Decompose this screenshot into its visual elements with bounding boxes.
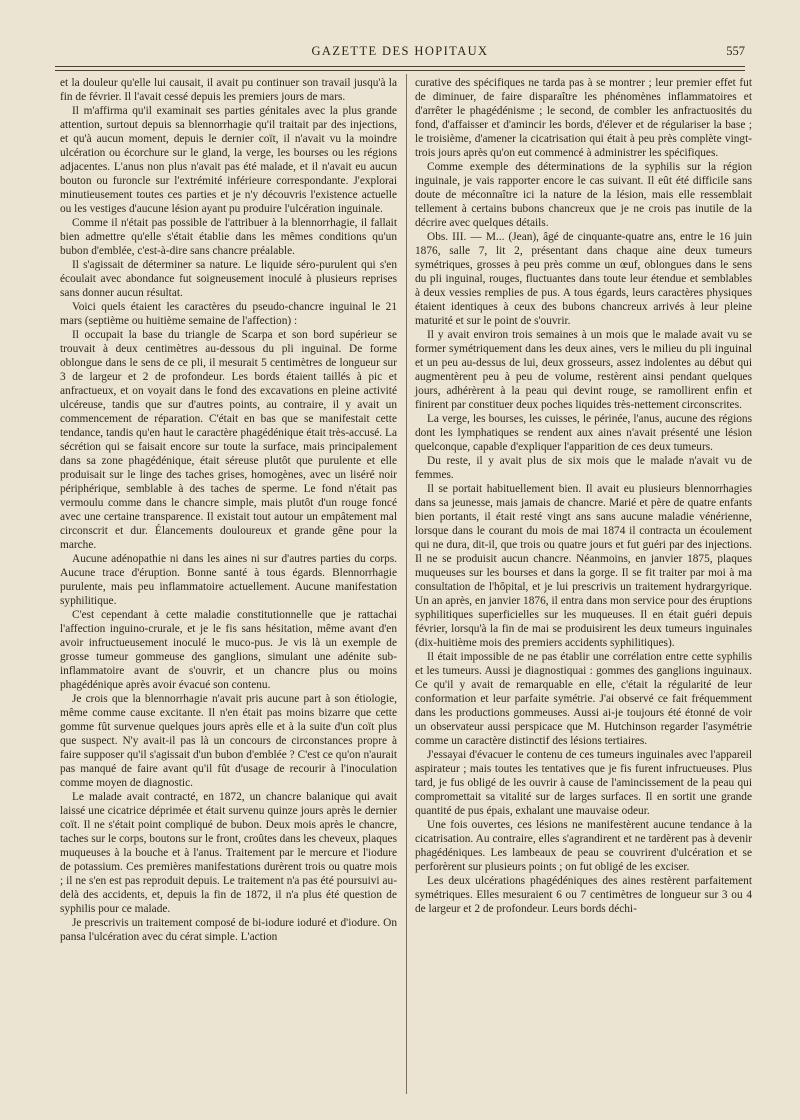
paragraph: Comme il n'était pas possible de l'attribuer à la blennorrhagie, il fallait bien admettre qu'elle s'était établie dans les mêmes conditions qu'un bubon d'emblée, c'est-à-dire sans chancre préalable.: [60, 217, 397, 257]
paragraph: Les deux ulcérations phagédéniques des aines restèrent parfaitement symétriques. Elles mesuraient 6 ou 7 centimètres de longueur sur 3 ou 4 de largeur et 2 de profondeur. Leurs bords déchi-: [415, 875, 752, 915]
paragraph: et la douleur qu'elle lui causait, il avait pu continuer son travail jusqu'à la fin de février. Il l'avait cessé depuis les premiers jours de mars.: [60, 77, 397, 103]
page-header: [55, 44, 745, 66]
paragraph: curative des spécifiques ne tarda pas à se montrer ; leur premier effet fut de diminuer, de faire disparaître les phénomènes inflammatoires et d'arrêter le phagédénisme ; le second, de combler les anfractuosités du fond, d'affaisser et d'amincir les bords, d'élever et de régulariser la base ; le troisième, d'amener la cicatrisation qui était à peu près complète vingt-trois jours après qu'on eut commencé à administrer les spécifiques.: [415, 77, 752, 159]
left-column: [60, 76, 397, 944]
header-rule-thin: [55, 70, 745, 71]
paragraph: Je crois que la blennorrhagie n'avait pris aucune part à son étiologie, même comme cause excitante. Il n'en était pas moins bizarre que cette gomme fût survenue quelques jours après elle et à la suite d'un coït plus que suspect. N'y avait-il pas là un concours de circonstances propre à faire supposer qu'il s'agissait d'un bubon d'emblée ? C'est ce qu'on n'aurait pas manqué de faire avant qu'il fût d'usage de recourir à l'inoculation comme moyen de diagnostic.: [60, 693, 397, 789]
paragraph: C'est cependant à cette maladie constitutionnelle que je rattachai l'affection inguino-crurale, et je le fis sans hésitation, même avant d'en avoir infructueusement inoculé le muco-pus. Je vis là un exemple de grosse tumeur gommeuse des ganglions, simulant une adénite sub-inflammatoire avant de s'ouvrir, et un chancre plus ou moins phagédénique après avoir évacué son contenu.: [60, 609, 397, 691]
column-divider: [406, 74, 407, 1094]
paragraph: La verge, les bourses, les cuisses, le périnée, l'anus, aucune des régions dont les lymphatiques se rendent aux aines n'avait présenté une lésion quelconque, capable d'expliquer l'apparition de ces deux tumeurs.: [415, 413, 752, 453]
paragraph: Du reste, il y avait plus de six mois que le malade n'avait vu de femmes.: [415, 455, 752, 481]
paragraph: Une fois ouvertes, ces lésions ne manifestèrent aucune tendance à la cicatrisation. Au contraire, elles s'agrandirent et ne tardèrent pas à devenir phagédéniques. Les lambeaux de peau se couvrirent d'ulcération et se perforèrent sur plusieurs points ; on fut obligé de les exciser.: [415, 819, 752, 873]
paragraph: Voici quels étaient les caractères du pseudo-chancre inguinal le 21 mars (septième ou huitième semaine de l'affection) :: [60, 301, 397, 327]
running-title: GAZETTE DES HOPITAUX: [311, 44, 489, 58]
paragraph: Le malade avait contracté, en 1872, un chancre balanique qui avait laissé une cicatrice déprimée et était survenu quinze jours après le dernier coït. Il ne s'était point compliqué de bubon. Deux mois après le chancre, taches sur le corps, boutons sur le front, croûtes dans les cheveux, plaques muqueuses à la bouche et à l'anus. Traitement par le mercure et l'iodure de potassium. Ces premières manifestations durèrent trois ou quatre mois ; il ne s'en est pas reproduit depuis. Le traitement n'a pas été poursuivi au-delà des accidents, et, depuis la fin de 1872, il n'a plus été question de syphilis pour ce malade.: [60, 791, 397, 915]
paragraph: Comme exemple des déterminations de la syphilis sur la région inguinale, je vais rapporter encore le cas suivant. Il eût été difficile sans doute de méconnaître ici la nature de la lésion, mais elle ressemblait tellement à certains bubons chancreux que je ne crois pas inutile de la décrire avec quelques détails.: [415, 161, 752, 229]
paragraph: Il était impossible de ne pas établir une corrélation entre cette syphilis et les tumeurs. Aussi je diagnostiquai : gommes des ganglions inguinaux. Ce qu'il y avait de remarquable en elle, c'était la régularité de leur conformation et leur parfaite symétrie. J'ai observé ce fait fréquemment dans les productions gommeuses. Aussi ai-je toujours été étonné de voir un observateur aussi perspicace que M. Hutchinson regarder l'asymétrie comme un caractère distinctif des lésions tertiaires.: [415, 651, 752, 747]
right-column: [415, 76, 752, 916]
paragraph: Il occupait la base du triangle de Scarpa et son bord supérieur se trouvait à deux centimètres au-dessous du pli inguinal. De forme oblongue dans le sens de ce pli, il mesurait 5 centimètres de longueur sur 3 de largeur et 2 de profondeur. Les bords étaient taillés à pic et anfractueux, et on voyait dans le fond des excavations en pleine activité ulcéreuse, tandis que sur d'autres points, au contraire, il y avait un commencement de réparation. C'était en bas que se manifestait cette tendance, tandis qu'en haut le caractère phagédénique était très-accusé. La sécrétion qui se faisait encore sur toute la surface, mais principalement dans sa zone phagédénique, était séreuse plutôt que purulente et elle produisait sur le linge des taches grises, homogènes, avec un liséré noir périphérique, semblable à des taches de sperme. Le fond n'était pas vermoulu comme dans le chancre simple, mais plutôt d'un rouge foncé avec une certaine transparence. Il existait tout autour un empâtement mal circonscrit et dur. Élancements douloureux et grande gêne pour la marche.: [60, 329, 397, 551]
paragraph: Aucune adénopathie ni dans les aines ni sur d'autres parties du corps. Aucune trace d'éruption. Bonne santé à tous égards. Blennorrhagie purulente, mais peu inflammatoire actuellement. Aucune manifestation syphilitique.: [60, 553, 397, 607]
paragraph: Il se portait habituellement bien. Il avait eu plusieurs blennorrhagies dans sa jeunesse, mais jamais de chancre. Marié et père de quatre enfants bien portants, il était resté vingt ans sans aucune maladie vénérienne, lorsque dans le courant du mois de mai 1874 il contracta un écoulement qui ne dura, dit-il, que trois ou quatre jours et fut guéri par des injections. Il ne se produisit aucun chancre. Néanmoins, en janvier 1875, plaques muqueuses sur les bourses et dans la gorge. Il se fit traiter par moi à ma consultation de l'hôpital, et je lui prescrivis un traitement hydrargyrique. Un an après, en janvier 1876, il entra dans mon service pour des éruptions syphilitiques superficielles sur les muqueuses. Il en était guéri depuis février, lorsqu'à la fin de mai se produisirent les deux tumeurs inguinales (dix-huitième mois des premiers accidents syphilitiques).: [415, 483, 752, 649]
header-rule: [55, 66, 745, 67]
paragraph: Il m'affirma qu'il examinait ses parties génitales avec la plus grande attention, surtout depuis sa blennorrhagie qu'il traitait par des injections, et qu'à aucun moment, depuis le dernier coït, il n'avait vu la moindre ulcération ou écorchure sur le gland, la verge, les bourses ou les régions adjacentes. L'anus non plus n'avait pas été malade, et il n'avait eu aucun bouton ou furoncle sur l'extrémité inférieure correspondante. J'explorai minutieusement toutes ces parties et je n'y découvris l'existence actuelle ou les vestiges d'aucune lésion ayant pu produire l'ulcération inguinale.: [60, 105, 397, 215]
page-number: 557: [726, 44, 745, 58]
paragraph: Il s'agissait de déterminer sa nature. Le liquide séro-purulent qui s'en écoulait avec abondance fut soigneusement inoculé à plusieurs reprises sans donner aucun résultat.: [60, 259, 397, 299]
paragraph: J'essayai d'évacuer le contenu de ces tumeurs inguinales avec l'appareil aspirateur ; mais toutes les tentatives que je fis furent infructueuses. Plus tard, je fus obligé de les ouvrir à cause de l'amincissement de la peau qui compromettait sa vitalité sur de larges surfaces. Il en sortit une grande quantité de pus épais, exhalant une mauvaise odeur.: [415, 749, 752, 817]
paragraph: Il y avait environ trois semaines à un mois que le malade avait vu se former symétriquement dans les deux aines, vers le milieu du pli inguinal et un peu au-dessus de lui, deux grosseurs, assez indolentes au début qui augmentèrent peu à peu de volume, restèrent ainsi pendant quelques jours, adhérèrent à la peau qui devint rouge, se ramollirent enfin et finirent par constituer deux poches liquides très-nettement circonscrites.: [415, 329, 752, 411]
observation-heading-paragraph: Obs. III. — M... (Jean), âgé de cinquante-quatre ans, entre le 16 juin 1876, salle 7, lit 2, présentant dans chaque aine deux tumeurs symétriques, grosses à peu près comme un œuf, oblongues dans le sens du pli inguinal, rouges, fluctuantes dans toute leur étendue et semblables à deux vessies remplies de pus. A tous égards, leurs caractères physiques étaient identiques à ceux des bubons chancreux arrivés à leur pleine maturité et sur le point de s'ouvrir.: [415, 231, 752, 327]
paragraph: Je prescrivis un traitement composé de bi-iodure ioduré et d'iodure. On pansa l'ulcération avec du cérat simple. L'action: [60, 917, 397, 943]
